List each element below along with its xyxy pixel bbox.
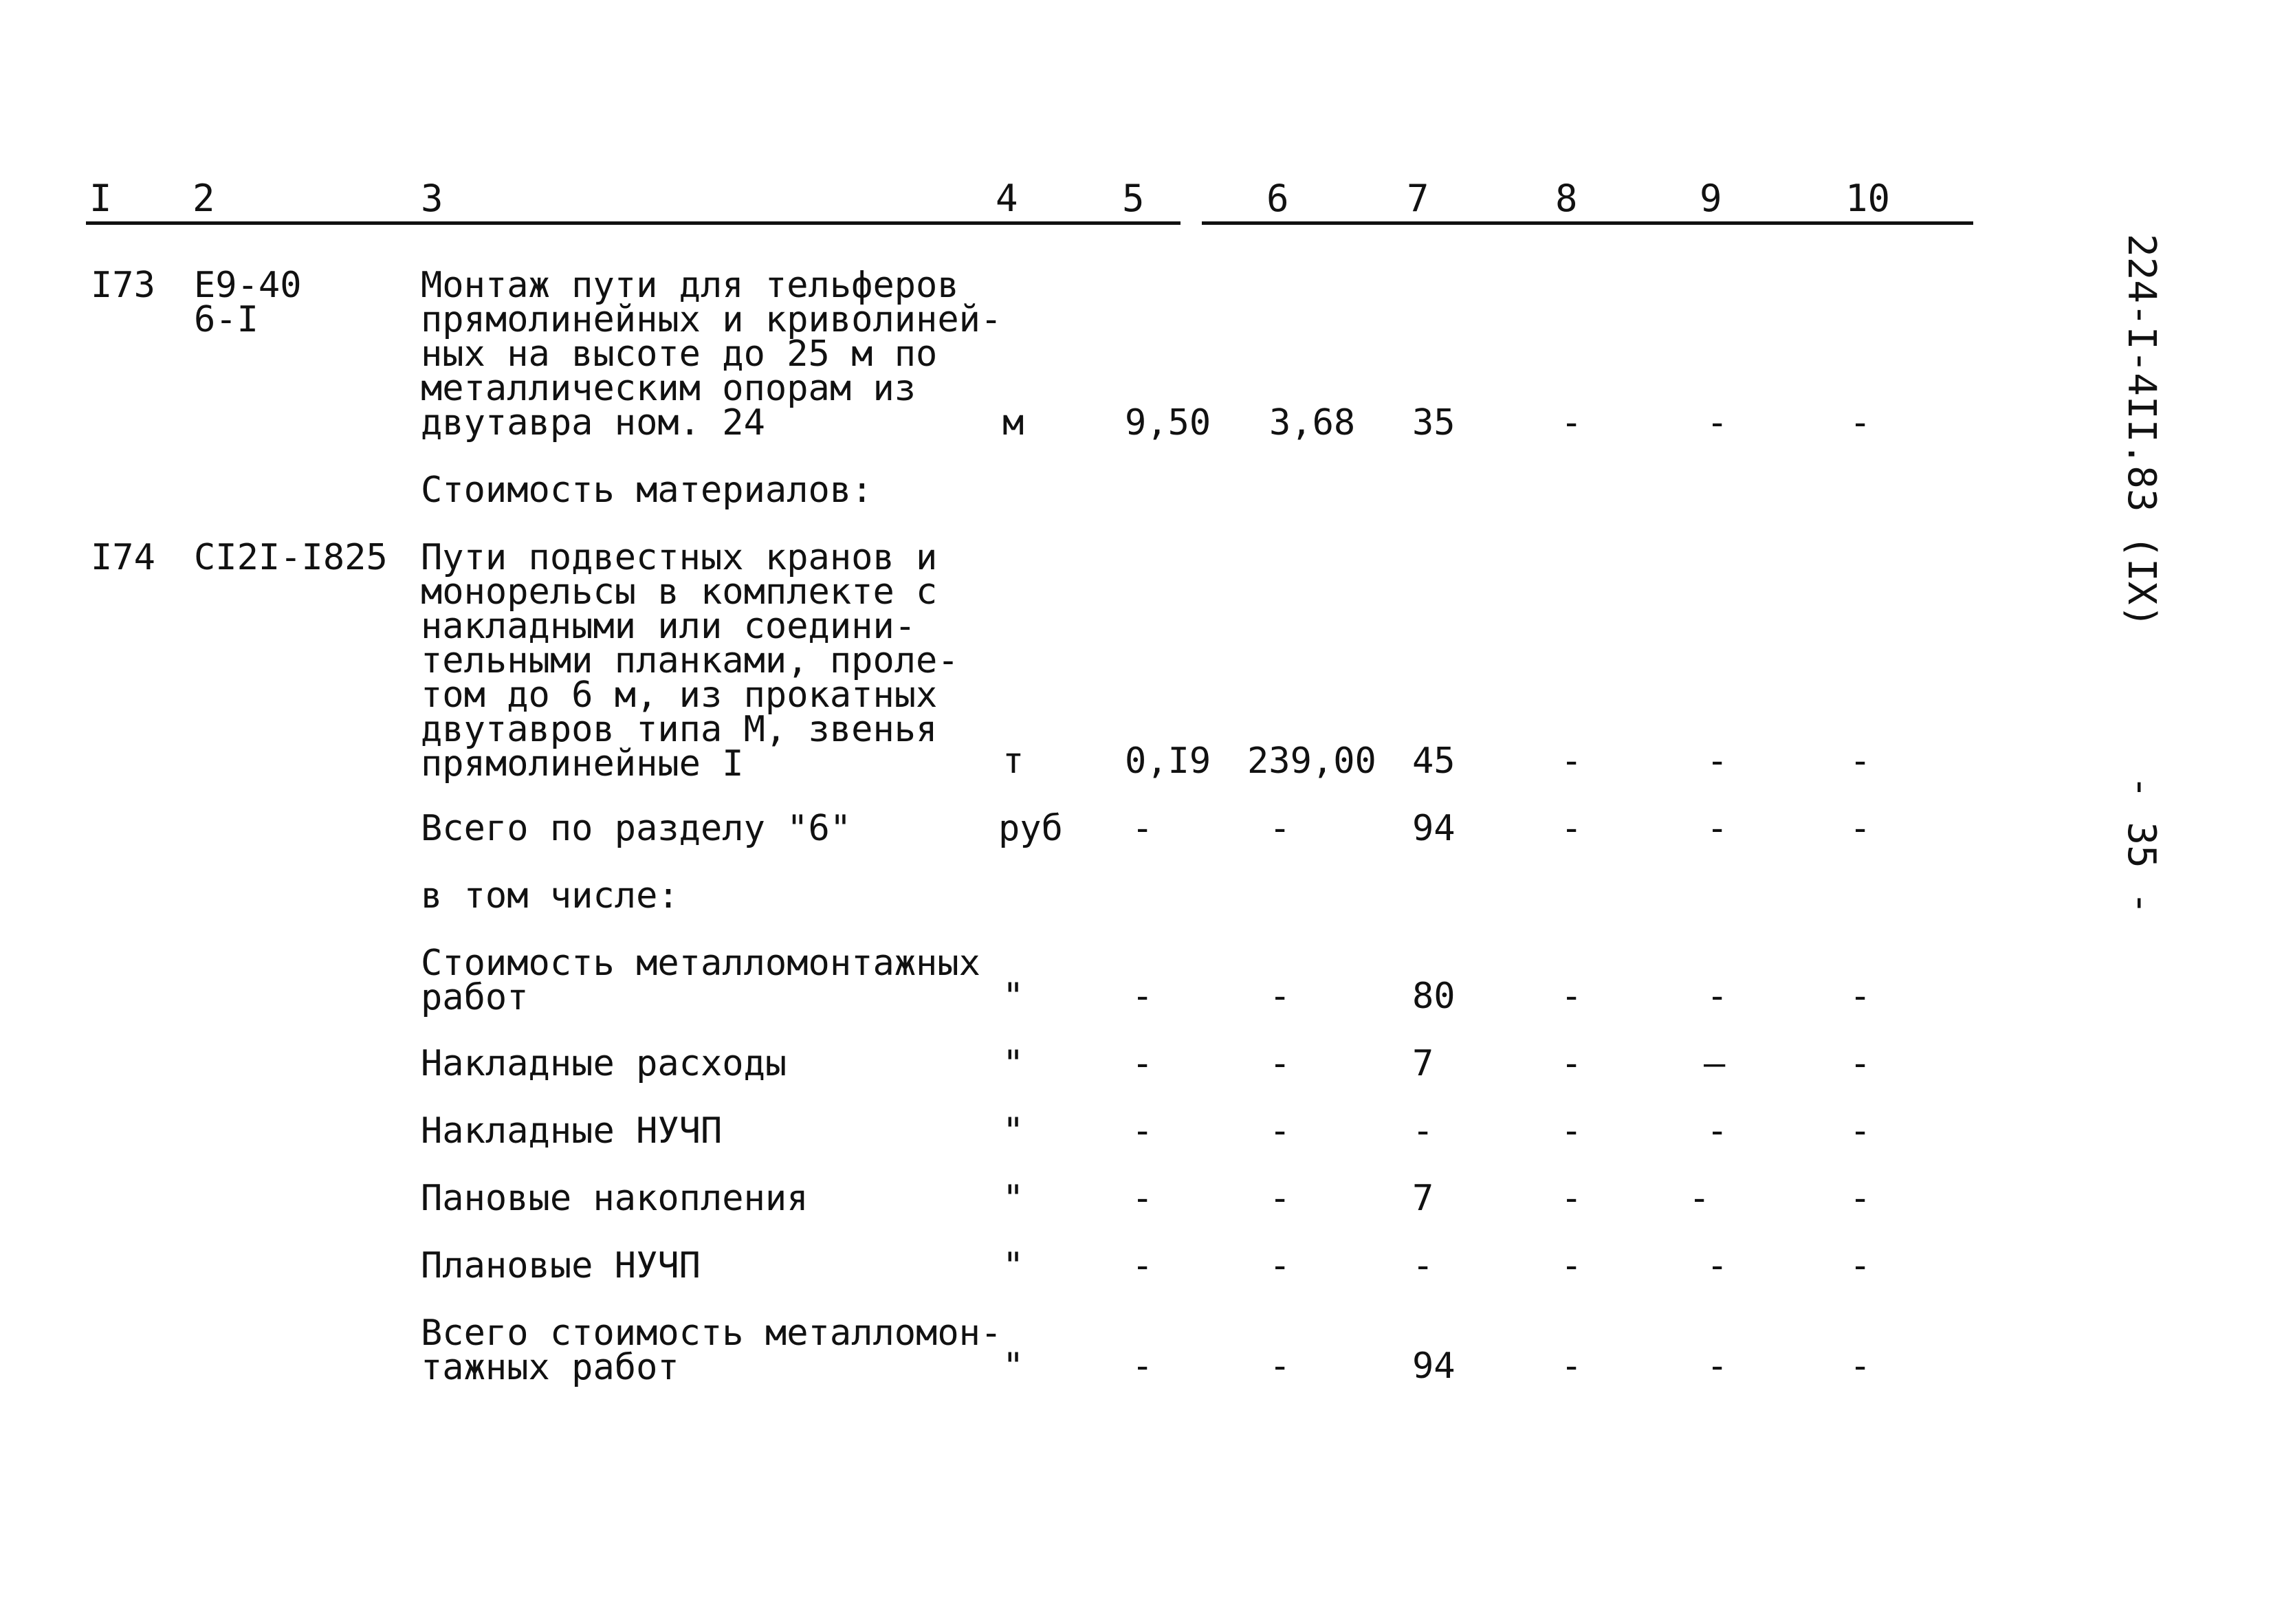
- row-col-9: -: [1706, 1245, 1728, 1286]
- row-unit: ": [1002, 1245, 1024, 1286]
- row-col-8: -: [1561, 808, 1583, 849]
- row-col-6: 239,00: [1247, 740, 1376, 782]
- row-unit: т: [1002, 740, 1024, 782]
- row-description: Монтаж пути для тельферов прямолинейных и криволиней- ных на высоте до 25 м по металлическим опорам из двутавра ном. 24: [421, 265, 1002, 443]
- header-col-5: 5: [1122, 177, 1145, 220]
- row-number: I73: [91, 265, 155, 306]
- header-col-9: 9: [1700, 177, 1722, 220]
- header-col-6: 6: [1266, 177, 1289, 220]
- row-description: Накладные НУЧП: [421, 1110, 723, 1152]
- section-label: Стоимость материалов:: [421, 470, 873, 511]
- header-col-3: 3: [421, 177, 443, 220]
- row-col-10: -: [1849, 402, 1871, 443]
- row-col-6: -: [1269, 1245, 1291, 1286]
- row-col-6: -: [1269, 1043, 1291, 1084]
- row-code: Е9-40 6-I: [194, 265, 302, 340]
- row-unit: ": [1002, 1178, 1024, 1219]
- row-unit: руб: [998, 808, 1063, 849]
- row-unit: ": [1002, 976, 1024, 1017]
- row-col-8: -: [1561, 976, 1583, 1017]
- row-col-7: 94: [1412, 1346, 1456, 1387]
- row-col-10: -: [1849, 976, 1871, 1017]
- row-col-7: 45: [1412, 740, 1456, 782]
- row-col-6: 3,68: [1269, 402, 1356, 443]
- row-col-8: -: [1561, 1245, 1583, 1286]
- row-description: Пановые накопления: [421, 1178, 809, 1219]
- section-label: в том числе:: [421, 875, 679, 917]
- row-col-5: -: [1132, 1110, 1154, 1152]
- row-col-10: -: [1849, 808, 1871, 849]
- row-col-7: 7: [1412, 1043, 1434, 1084]
- row-col-5: -: [1132, 1346, 1154, 1387]
- row-col-10: -: [1849, 1110, 1871, 1152]
- row-col-10: -: [1849, 740, 1871, 782]
- row-col-6: -: [1269, 976, 1291, 1017]
- header-col-10: 10: [1845, 177, 1891, 220]
- row-col-8: -: [1561, 1043, 1583, 1084]
- row-description: Пути подвестных кранов и монорельсы в комплекте с накладными или соедини- тельными планками, проле- том до 6 м, из прокатных двутавров типа М, звенья прямолинейные I: [421, 537, 959, 784]
- header-rule-right: [1202, 221, 1973, 225]
- row-col-10: -: [1849, 1043, 1871, 1084]
- header-rule-left: [86, 221, 1181, 225]
- row-col-7: -: [1412, 1110, 1434, 1152]
- row-col-10: -: [1849, 1245, 1871, 1286]
- row-col-6: -: [1269, 808, 1291, 849]
- row-col-8: -: [1561, 402, 1583, 443]
- row-col-8: -: [1561, 1178, 1583, 1219]
- row-unit: ": [1002, 1110, 1024, 1152]
- row-col-7: 7: [1412, 1178, 1434, 1219]
- row-col-9: -: [1689, 1178, 1711, 1219]
- row-col-5: -: [1132, 1245, 1154, 1286]
- row-col-8: -: [1561, 740, 1583, 782]
- row-col-9: -: [1706, 1110, 1728, 1152]
- row-col-7: 80: [1412, 976, 1456, 1017]
- header-col-2: 2: [193, 177, 215, 220]
- row-description: Всего стоимость металломон- тажных работ: [421, 1313, 1002, 1388]
- row-col-7: -: [1412, 1245, 1434, 1286]
- page-number: - 35 -: [2119, 776, 2164, 915]
- row-col-9: -: [1706, 740, 1728, 782]
- row-col-8: -: [1561, 1110, 1583, 1152]
- header-col-1: I: [89, 177, 112, 220]
- row-description: Плановые НУЧП: [421, 1245, 701, 1286]
- row-unit: ": [1002, 1043, 1024, 1084]
- row-code: СI2I-I825: [194, 537, 388, 578]
- header-col-8: 8: [1555, 177, 1578, 220]
- row-col-5: -: [1132, 1178, 1154, 1219]
- row-col-8: -: [1561, 1346, 1583, 1387]
- row-col-9: -: [1706, 402, 1728, 443]
- row-col-9: -: [1706, 808, 1728, 849]
- row-unit: м: [1002, 402, 1024, 443]
- row-col-5: -: [1132, 808, 1154, 849]
- row-description: Накладные расходы: [421, 1043, 787, 1084]
- row-col-7: 94: [1412, 808, 1456, 849]
- row-col-6: -: [1269, 1178, 1291, 1219]
- row-unit: ": [1002, 1346, 1024, 1387]
- row-number: I74: [91, 537, 155, 578]
- document-code: 224-I-4II.83 (IX): [2119, 234, 2164, 628]
- row-col-9: -: [1706, 1346, 1728, 1387]
- row-col-10: -: [1849, 1178, 1871, 1219]
- row-col-5: 9,50: [1125, 402, 1211, 443]
- row-description: Всего по разделу "6": [421, 808, 852, 849]
- row-col-6: -: [1269, 1346, 1291, 1387]
- row-col-6: -: [1269, 1110, 1291, 1152]
- row-description: Стоимость металломонтажных работ: [421, 943, 980, 1018]
- row-col-5: -: [1132, 1043, 1154, 1084]
- row-col-7: 35: [1412, 402, 1456, 443]
- row-col-10: -: [1849, 1346, 1871, 1387]
- header-col-7: 7: [1407, 177, 1429, 220]
- row-col-9: -: [1706, 976, 1728, 1017]
- row-col-9: —: [1704, 1043, 1726, 1084]
- row-col-5: -: [1132, 976, 1154, 1017]
- header-col-4: 4: [996, 177, 1018, 220]
- row-col-5: 0,I9: [1125, 740, 1211, 782]
